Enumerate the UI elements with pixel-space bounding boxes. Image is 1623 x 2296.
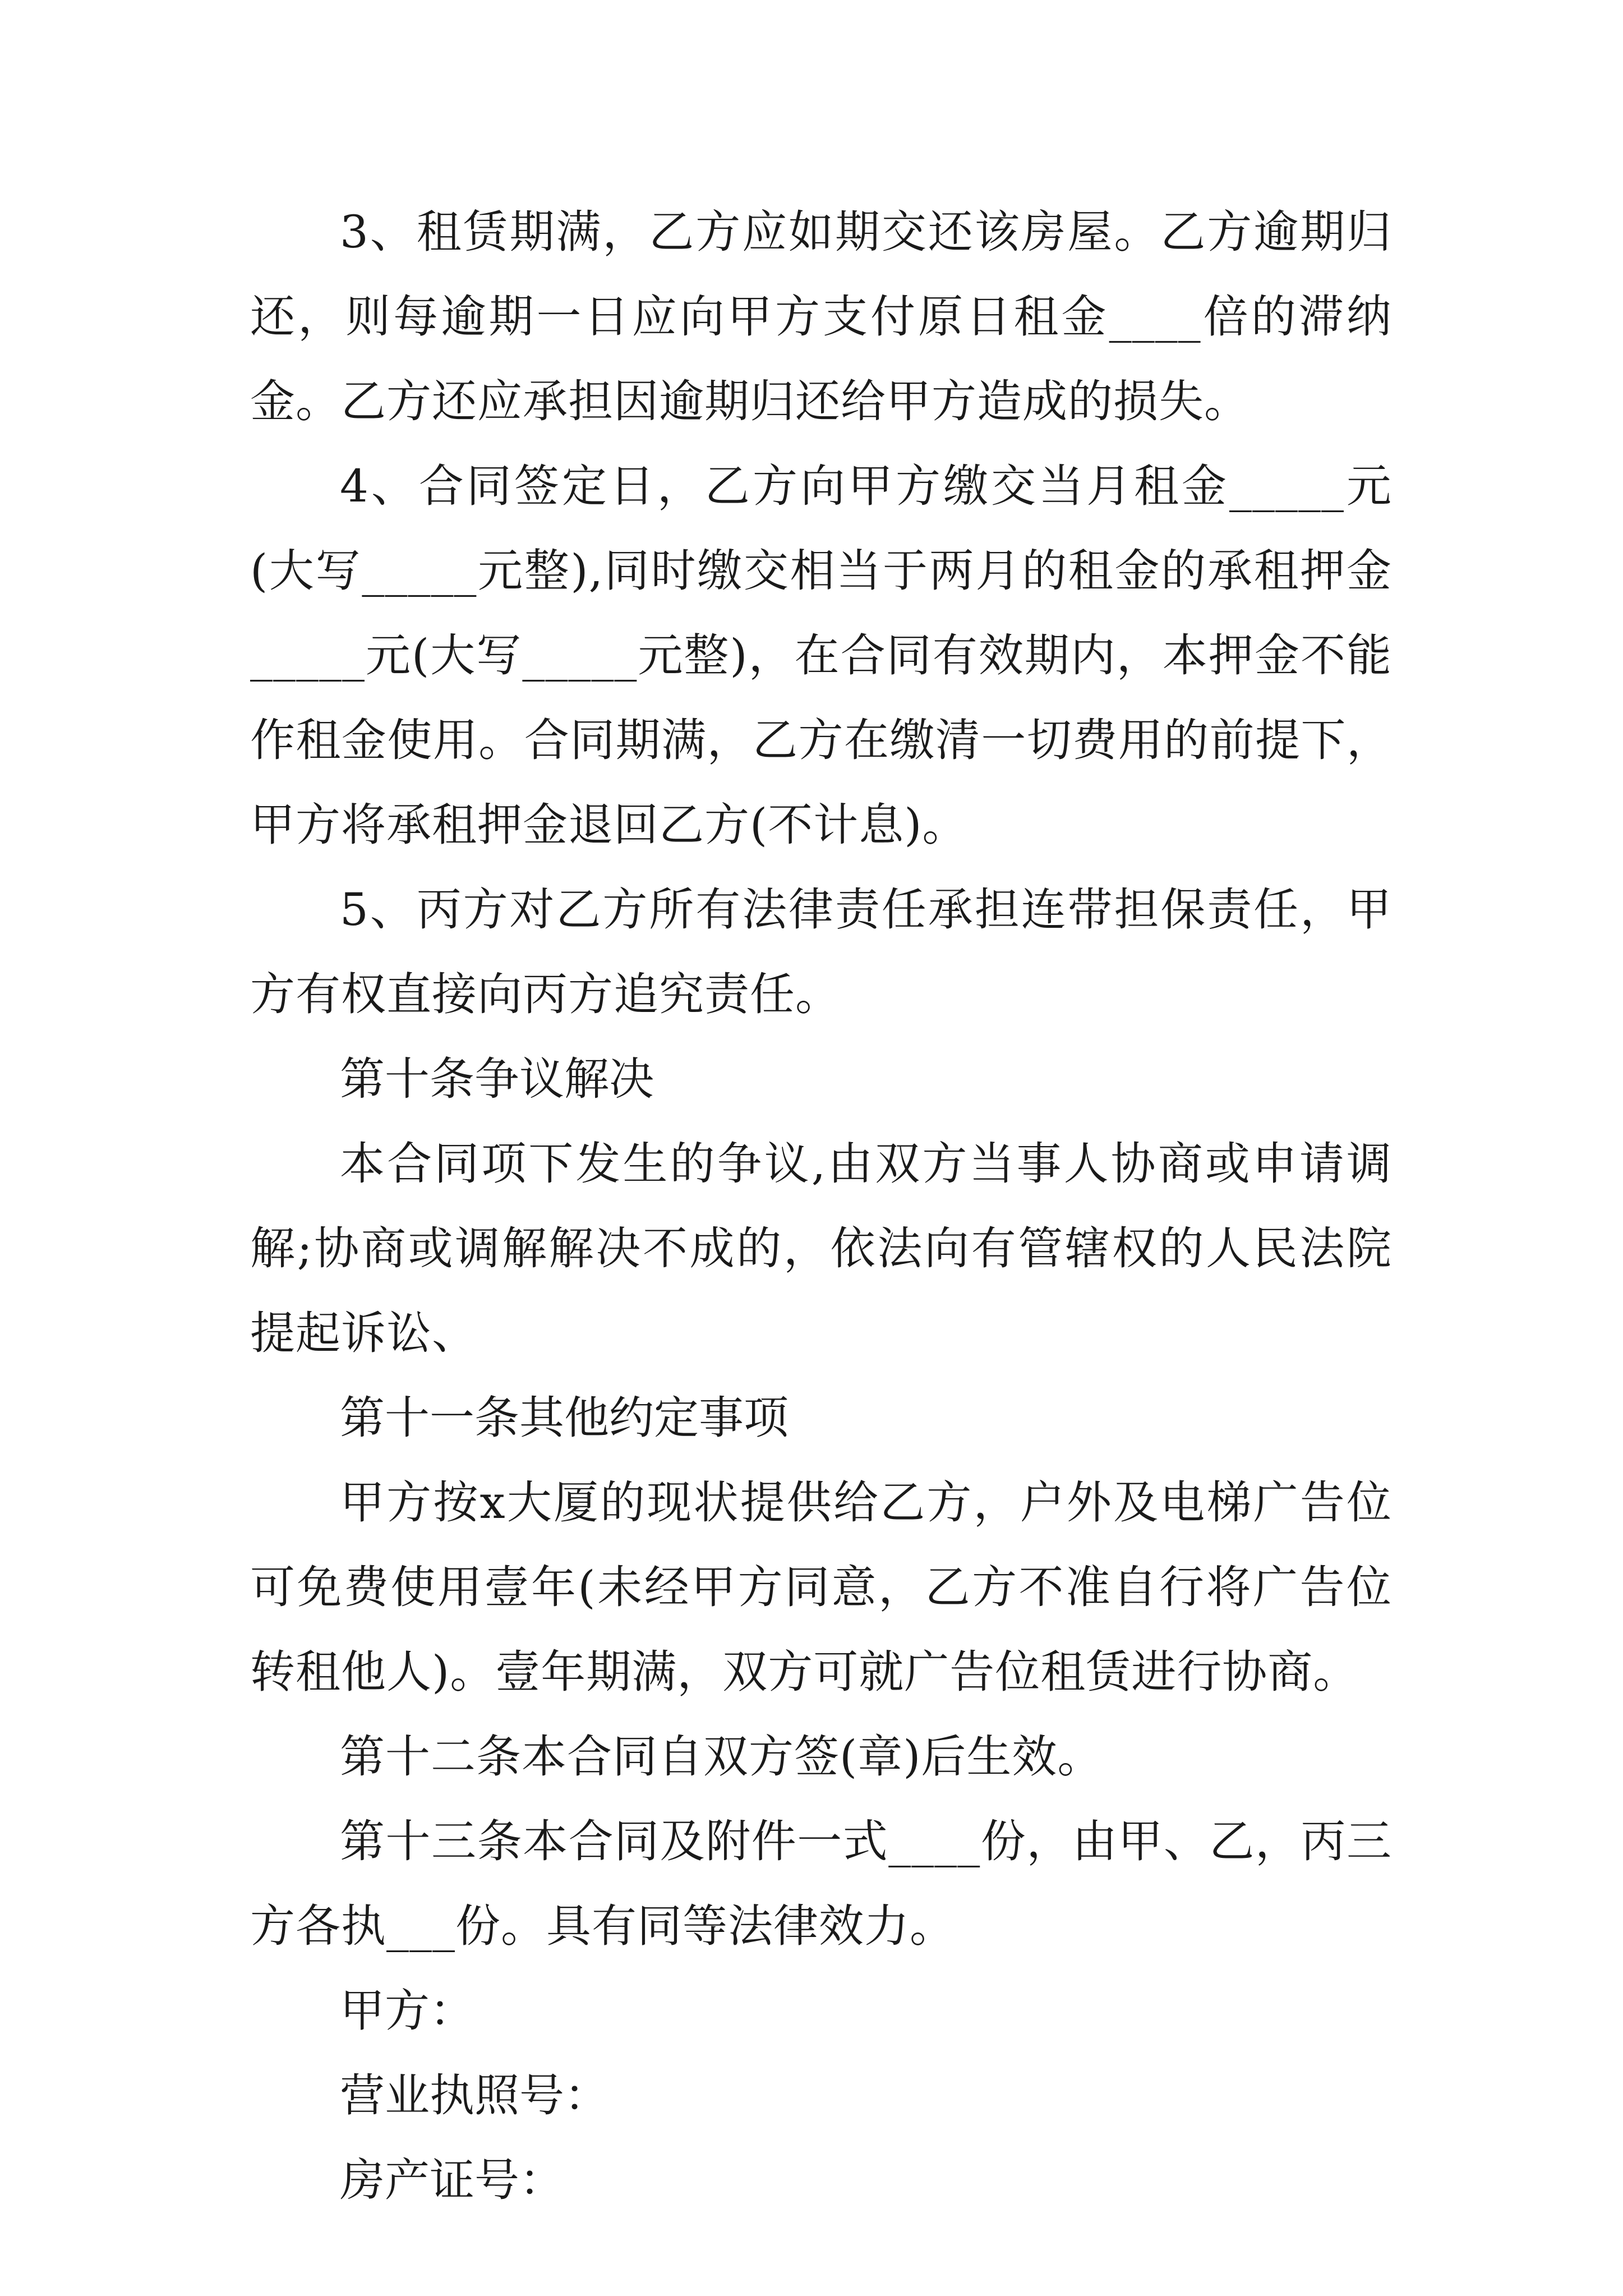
article-10-heading: 第十条争议解决 bbox=[340, 1053, 654, 1105]
article-10-body: 本合同项下发生的争议,由双方当事人协商或申请调解;协商或调解解决不成的，依法向有管辖权的人民法院提起诉讼、 bbox=[250, 1138, 1392, 1359]
signature-property-certificate: 房产证号： bbox=[340, 2154, 564, 2206]
article-13-paragraph: 第十三条本合同及附件一式____份，由甲、乙，丙三方各执___份。具有同等法律效力。 bbox=[250, 1815, 1392, 1952]
clause-3-paragraph: 3、租赁期满，乙方应如期交还该房屋。乙方逾期归还，则每逾期一日应向甲方支付原日租金____倍的滞纳金。乙方还应承担因逾期归还给甲方造成的损失。 bbox=[250, 206, 1392, 427]
signature-business-license: 营业执照号： bbox=[340, 2069, 609, 2122]
clause-5-paragraph: 5、丙方对乙方所有法律责任承担连带担保责任，甲方有权直接向丙方追究责任。 bbox=[250, 884, 1392, 1020]
document-page bbox=[250, 190, 1392, 2223]
signature-party-a: 甲方： bbox=[340, 1985, 474, 2037]
article-11-heading: 第十一条其他约定事项 bbox=[340, 1392, 789, 1444]
article-12-paragraph: 第十二条本合同自双方签(章)后生效。 bbox=[340, 1731, 1103, 1783]
clause-4-paragraph: 4、合同签定日，乙方向甲方缴交当月租金_____元(大写_____元整),同时缴交相当于两月的租金的承租押金_____元(大写_____元整)，在合同有效期内，本押金不能作租金使用。合同期满，乙方在缴清一切费用的前提下，甲方将承租押金退回乙方(不计息)。 bbox=[250, 460, 1392, 851]
article-11-body: 甲方按x大厦的现状提供给乙方，户外及电梯广告位可免费使用壹年(未经甲方同意，乙方不准自行将广告位转租他人)。壹年期满，双方可就广告位租赁进行协商。 bbox=[250, 1476, 1392, 1698]
